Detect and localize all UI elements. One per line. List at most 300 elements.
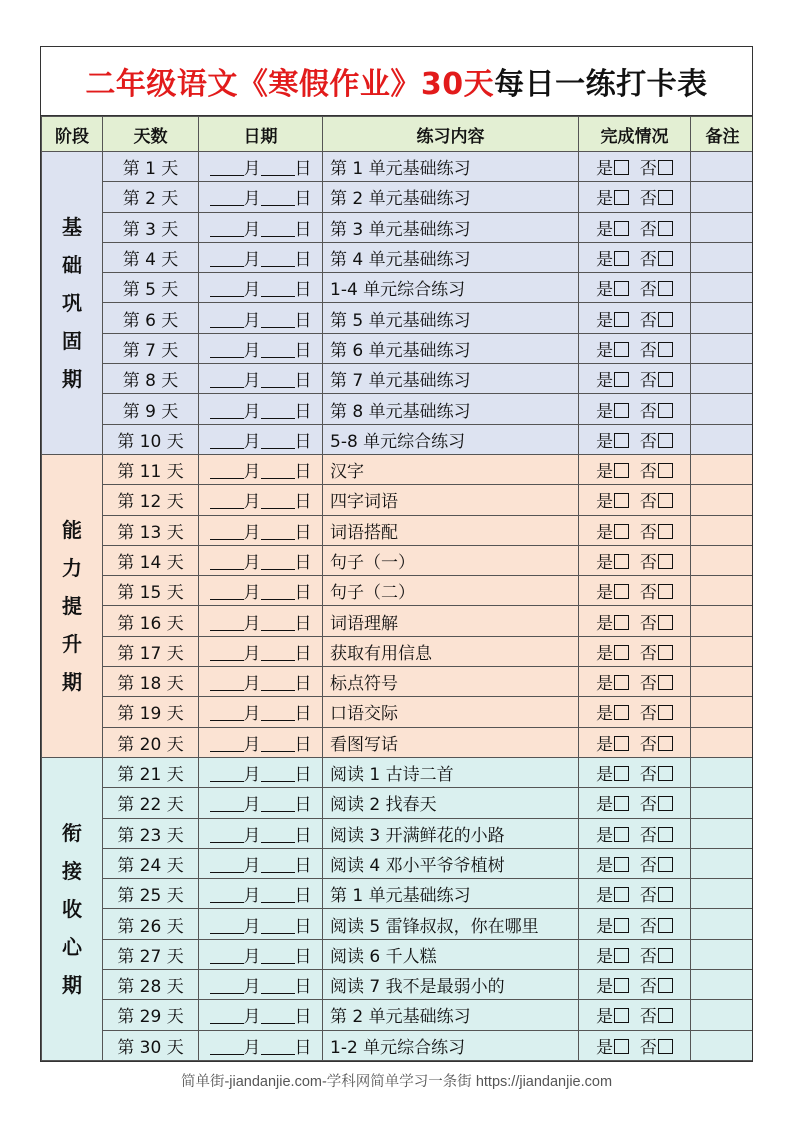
day-blank[interactable] — [261, 797, 295, 812]
date-cell[interactable] — [199, 667, 323, 697]
header-notes: 备注 — [691, 117, 754, 152]
day-blank[interactable] — [261, 161, 295, 176]
day-cell: 第 5 天 — [103, 273, 199, 303]
no-checkbox[interactable] — [658, 584, 673, 599]
stage-label — [42, 757, 103, 1060]
yes-checkbox[interactable] — [614, 433, 629, 448]
no-checkbox[interactable] — [658, 766, 673, 781]
date-cell[interactable] — [199, 182, 323, 212]
notes-cell[interactable] — [691, 515, 754, 545]
no-checkbox[interactable] — [658, 675, 673, 690]
no-label: 否 — [639, 977, 657, 998]
no-checkbox[interactable] — [658, 463, 673, 478]
no-checkbox[interactable] — [658, 251, 673, 266]
no-checkbox[interactable] — [658, 372, 673, 387]
status-cell — [579, 636, 691, 666]
content-cell: 阅读 5 雷锋叔叔，你在哪里 — [323, 909, 579, 939]
day-label: 日 — [294, 159, 312, 180]
table-row — [42, 667, 754, 697]
date-cell[interactable] — [199, 545, 323, 575]
table-body — [42, 152, 754, 1061]
stage-char: 力 — [62, 555, 82, 580]
day-cell: 第 3 天 — [103, 212, 199, 242]
month-blank[interactable] — [210, 282, 244, 297]
month-label: 月 — [243, 1037, 261, 1058]
day-blank[interactable] — [261, 222, 295, 237]
notes-cell[interactable] — [691, 939, 754, 969]
day-cell: 第 6 天 — [103, 303, 199, 333]
day-cell: 第 2 天 — [103, 182, 199, 212]
notes-cell[interactable] — [691, 454, 754, 484]
month-blank[interactable] — [210, 555, 244, 570]
table-row — [42, 303, 754, 333]
stage-char: 提 — [62, 593, 82, 618]
date-cell[interactable] — [199, 1000, 323, 1030]
yes-label: 是 — [596, 310, 614, 331]
no-checkbox[interactable] — [658, 160, 673, 175]
yes-checkbox[interactable] — [614, 524, 629, 539]
content-cell: 看图写话 — [323, 727, 579, 757]
day-cell: 第 17 天 — [103, 636, 199, 666]
day-blank[interactable] — [261, 737, 295, 752]
no-label: 否 — [639, 492, 657, 513]
notes-cell[interactable] — [691, 182, 754, 212]
month-blank[interactable] — [210, 676, 244, 691]
yes-checkbox[interactable] — [614, 554, 629, 569]
day-cell: 第 14 天 — [103, 545, 199, 575]
month-blank[interactable] — [210, 888, 244, 903]
month-blank[interactable] — [210, 858, 244, 873]
notes-cell[interactable] — [691, 545, 754, 575]
no-label: 否 — [639, 553, 657, 573]
month-label: 月 — [243, 583, 261, 604]
table-row — [42, 152, 754, 182]
no-checkbox[interactable] — [658, 887, 673, 902]
content-cell: 第 1 单元基础练习 — [323, 879, 579, 909]
no-label: 否 — [639, 340, 657, 361]
notes-cell[interactable] — [691, 970, 754, 1000]
day-blank[interactable] — [261, 1009, 295, 1024]
day-blank[interactable] — [261, 949, 295, 964]
notes-cell[interactable] — [691, 152, 754, 182]
date-cell[interactable] — [199, 970, 323, 1000]
notes-cell[interactable] — [691, 636, 754, 666]
notes-cell[interactable] — [691, 242, 754, 272]
date-cell[interactable] — [199, 606, 323, 636]
day-blank[interactable] — [261, 494, 295, 509]
day-blank[interactable] — [261, 555, 295, 570]
content-cell: 第 6 单元基础练习 — [323, 333, 579, 363]
yes-label: 是 — [596, 1007, 614, 1028]
month-label: 月 — [243, 674, 261, 695]
yes-checkbox[interactable] — [614, 615, 629, 630]
yes-label: 是 — [596, 613, 614, 634]
month-blank[interactable] — [210, 646, 244, 661]
yes-checkbox[interactable] — [614, 766, 629, 781]
day-cell: 第 21 天 — [103, 757, 199, 787]
no-label: 否 — [639, 825, 657, 846]
table-row — [42, 818, 754, 848]
day-label: 日 — [294, 492, 312, 513]
content-cell: 1-4 单元综合练习 — [323, 273, 579, 303]
no-label: 否 — [639, 916, 657, 937]
content-cell: 第 2 单元基础练习 — [323, 182, 579, 212]
no-label: 否 — [639, 674, 657, 695]
day-blank[interactable] — [261, 888, 295, 903]
status-cell — [579, 667, 691, 697]
month-blank[interactable] — [210, 767, 244, 782]
yes-checkbox[interactable] — [614, 584, 629, 599]
yes-checkbox[interactable] — [614, 675, 629, 690]
status-cell — [579, 212, 691, 242]
yes-label: 是 — [596, 643, 614, 664]
date-cell[interactable] — [199, 939, 323, 969]
notes-cell[interactable] — [691, 697, 754, 727]
date-cell[interactable] — [199, 636, 323, 666]
date-cell[interactable] — [199, 394, 323, 424]
status-cell — [579, 242, 691, 272]
yes-checkbox[interactable] — [614, 978, 629, 993]
day-blank[interactable] — [261, 525, 295, 540]
yes-checkbox[interactable] — [614, 160, 629, 175]
status-cell — [579, 303, 691, 333]
month-blank[interactable] — [210, 222, 244, 237]
day-blank[interactable] — [261, 1040, 295, 1055]
yes-checkbox[interactable] — [614, 342, 629, 357]
month-label: 月 — [243, 159, 261, 180]
stage-char: 能 — [62, 517, 82, 542]
month-blank[interactable] — [210, 797, 244, 812]
status-cell — [579, 727, 691, 757]
notes-cell[interactable] — [691, 303, 754, 333]
yes-checkbox[interactable] — [614, 372, 629, 387]
yes-label: 是 — [596, 371, 614, 392]
status-cell — [579, 970, 691, 1000]
stage-char: 衔 — [62, 820, 82, 845]
content-cell: 阅读 3 开满鲜花的小路 — [323, 818, 579, 848]
yes-checkbox[interactable] — [614, 463, 629, 478]
day-blank[interactable] — [261, 313, 295, 328]
day-cell: 第 16 天 — [103, 606, 199, 636]
day-blank[interactable] — [261, 191, 295, 206]
no-checkbox[interactable] — [658, 433, 673, 448]
month-blank[interactable] — [210, 252, 244, 267]
no-checkbox[interactable] — [658, 736, 673, 751]
no-label: 否 — [639, 462, 657, 483]
yes-checkbox[interactable] — [614, 736, 629, 751]
no-checkbox[interactable] — [658, 857, 673, 872]
day-blank[interactable] — [261, 434, 295, 449]
no-checkbox[interactable] — [658, 978, 673, 993]
status-cell — [579, 1000, 691, 1030]
content-cell: 句子（一） — [323, 545, 579, 575]
yes-checkbox[interactable] — [614, 493, 629, 508]
date-cell[interactable] — [199, 909, 323, 939]
no-checkbox[interactable] — [658, 342, 673, 357]
yes-label: 是 — [596, 946, 614, 967]
no-label: 否 — [639, 310, 657, 331]
day-label: 日 — [294, 219, 312, 240]
day-cell: 第 11 天 — [103, 454, 199, 484]
content-cell: 1-2 单元综合练习 — [323, 1030, 579, 1060]
status-cell — [579, 485, 691, 515]
notes-cell[interactable] — [691, 424, 754, 454]
month-blank[interactable] — [210, 434, 244, 449]
no-checkbox[interactable] — [658, 645, 673, 660]
yes-checkbox[interactable] — [614, 251, 629, 266]
notes-cell[interactable] — [691, 667, 754, 697]
no-checkbox[interactable] — [658, 312, 673, 327]
day-blank[interactable] — [261, 585, 295, 600]
yes-checkbox[interactable] — [614, 403, 629, 418]
month-blank[interactable] — [210, 313, 244, 328]
month-blank[interactable] — [210, 616, 244, 631]
day-label: 日 — [294, 1007, 312, 1028]
day-cell: 第 20 天 — [103, 727, 199, 757]
day-label: 日 — [294, 1037, 312, 1058]
day-blank[interactable] — [261, 373, 295, 388]
notes-cell[interactable] — [691, 273, 754, 303]
no-label: 否 — [639, 371, 657, 392]
date-cell[interactable] — [199, 303, 323, 333]
content-cell: 阅读 4 邓小平爷爷植树 — [323, 848, 579, 878]
month-blank[interactable] — [210, 828, 244, 843]
day-label: 日 — [294, 977, 312, 998]
notes-cell[interactable] — [691, 879, 754, 909]
yes-checkbox[interactable] — [614, 312, 629, 327]
notes-cell[interactable] — [691, 1000, 754, 1030]
yes-checkbox[interactable] — [614, 827, 629, 842]
notes-cell[interactable] — [691, 727, 754, 757]
no-label: 否 — [639, 886, 657, 907]
day-blank[interactable] — [261, 616, 295, 631]
day-cell: 第 13 天 — [103, 515, 199, 545]
day-label: 日 — [294, 886, 312, 907]
content-cell: 阅读 2 找春天 — [323, 788, 579, 818]
no-checkbox[interactable] — [658, 1039, 673, 1054]
month-blank[interactable] — [210, 343, 244, 358]
day-blank[interactable] — [261, 919, 295, 934]
no-checkbox[interactable] — [658, 221, 673, 236]
no-label: 否 — [639, 1037, 657, 1058]
month-blank[interactable] — [210, 1040, 244, 1055]
day-blank[interactable] — [261, 646, 295, 661]
content-cell: 阅读 6 千人糕 — [323, 939, 579, 969]
no-checkbox[interactable] — [658, 403, 673, 418]
no-checkbox[interactable] — [658, 493, 673, 508]
month-blank[interactable] — [210, 404, 244, 419]
yes-label: 是 — [596, 674, 614, 695]
day-label: 日 — [294, 522, 312, 543]
yes-label: 是 — [596, 280, 614, 301]
month-blank[interactable] — [210, 494, 244, 509]
yes-checkbox[interactable] — [614, 705, 629, 720]
yes-checkbox[interactable] — [614, 857, 629, 872]
stage-label — [42, 152, 103, 455]
day-blank[interactable] — [261, 252, 295, 267]
notes-cell[interactable] — [691, 788, 754, 818]
notes-cell[interactable] — [691, 333, 754, 363]
date-cell[interactable] — [199, 757, 323, 787]
stage-char: 接 — [62, 858, 82, 883]
date-cell[interactable] — [199, 576, 323, 606]
table-row — [42, 454, 754, 484]
status-cell — [579, 697, 691, 727]
month-blank[interactable] — [210, 949, 244, 964]
status-cell — [579, 333, 691, 363]
month-blank[interactable] — [210, 919, 244, 934]
yes-checkbox[interactable] — [614, 948, 629, 963]
no-checkbox[interactable] — [658, 827, 673, 842]
date-cell[interactable] — [199, 333, 323, 363]
date-cell[interactable] — [199, 485, 323, 515]
day-blank[interactable] — [261, 979, 295, 994]
no-checkbox[interactable] — [658, 948, 673, 963]
day-blank[interactable] — [261, 828, 295, 843]
month-blank[interactable] — [210, 706, 244, 721]
day-cell: 第 15 天 — [103, 576, 199, 606]
date-cell[interactable] — [199, 818, 323, 848]
notes-cell[interactable] — [691, 848, 754, 878]
month-blank[interactable] — [210, 464, 244, 479]
date-cell[interactable] — [199, 788, 323, 818]
checkin-sheet — [40, 46, 753, 1062]
day-blank[interactable] — [261, 404, 295, 419]
date-cell[interactable] — [199, 364, 323, 394]
no-checkbox[interactable] — [658, 705, 673, 720]
day-label: 日 — [294, 643, 312, 664]
status-cell — [579, 939, 691, 969]
month-blank[interactable] — [210, 737, 244, 752]
date-cell[interactable] — [199, 515, 323, 545]
yes-checkbox[interactable] — [614, 1039, 629, 1054]
status-cell — [579, 576, 691, 606]
notes-cell[interactable] — [691, 212, 754, 242]
date-cell[interactable] — [199, 424, 323, 454]
day-label: 日 — [294, 855, 312, 876]
table-row — [42, 333, 754, 363]
date-cell[interactable] — [199, 697, 323, 727]
yes-label: 是 — [596, 401, 614, 422]
date-cell[interactable] — [199, 454, 323, 484]
notes-cell[interactable] — [691, 818, 754, 848]
no-checkbox[interactable] — [658, 281, 673, 296]
notes-cell[interactable] — [691, 606, 754, 636]
table-row — [42, 727, 754, 757]
no-checkbox[interactable] — [658, 1008, 673, 1023]
month-blank[interactable] — [210, 585, 244, 600]
date-cell[interactable] — [199, 212, 323, 242]
content-cell: 第 5 单元基础练习 — [323, 303, 579, 333]
day-cell: 第 29 天 — [103, 1000, 199, 1030]
status-cell — [579, 909, 691, 939]
no-checkbox[interactable] — [658, 918, 673, 933]
content-cell: 汉字 — [323, 454, 579, 484]
day-label: 日 — [294, 765, 312, 786]
no-checkbox[interactable] — [658, 554, 673, 569]
month-label: 月 — [243, 219, 261, 240]
content-cell: 第 3 单元基础练习 — [323, 212, 579, 242]
day-blank[interactable] — [261, 282, 295, 297]
content-cell: 阅读 1 古诗二首 — [323, 757, 579, 787]
day-label: 日 — [294, 280, 312, 301]
yes-checkbox[interactable] — [614, 281, 629, 296]
table-row — [42, 1030, 754, 1060]
no-checkbox[interactable] — [658, 190, 673, 205]
month-blank[interactable] — [210, 191, 244, 206]
day-cell: 第 23 天 — [103, 818, 199, 848]
day-blank[interactable] — [261, 676, 295, 691]
month-blank[interactable] — [210, 161, 244, 176]
day-blank[interactable] — [261, 858, 295, 873]
yes-checkbox[interactable] — [614, 645, 629, 660]
day-label: 日 — [294, 371, 312, 392]
date-cell[interactable] — [199, 152, 323, 182]
no-checkbox[interactable] — [658, 615, 673, 630]
yes-label: 是 — [596, 431, 614, 452]
page-title — [41, 47, 752, 116]
stage-char: 固 — [62, 328, 82, 353]
notes-cell[interactable] — [691, 576, 754, 606]
day-label: 日 — [294, 946, 312, 967]
month-blank[interactable] — [210, 525, 244, 540]
month-blank[interactable] — [210, 1009, 244, 1024]
day-cell: 第 4 天 — [103, 242, 199, 272]
day-cell: 第 8 天 — [103, 364, 199, 394]
no-checkbox[interactable] — [658, 524, 673, 539]
date-cell[interactable] — [199, 242, 323, 272]
yes-checkbox[interactable] — [614, 796, 629, 811]
month-label: 月 — [243, 340, 261, 361]
notes-cell[interactable] — [691, 1030, 754, 1060]
day-label: 日 — [294, 431, 312, 452]
notes-cell[interactable] — [691, 364, 754, 394]
month-label: 月 — [243, 765, 261, 786]
checkin-table — [41, 116, 753, 1061]
notes-cell[interactable] — [691, 485, 754, 515]
day-blank[interactable] — [261, 343, 295, 358]
notes-cell[interactable] — [691, 909, 754, 939]
day-label: 日 — [294, 734, 312, 755]
yes-checkbox[interactable] — [614, 190, 629, 205]
day-blank[interactable] — [261, 464, 295, 479]
month-label: 月 — [243, 734, 261, 755]
date-cell[interactable] — [199, 848, 323, 878]
date-cell[interactable] — [199, 1030, 323, 1060]
yes-checkbox[interactable] — [614, 1008, 629, 1023]
day-label: 日 — [294, 704, 312, 725]
date-cell[interactable] — [199, 879, 323, 909]
day-label: 日 — [294, 674, 312, 695]
status-cell — [579, 364, 691, 394]
date-cell[interactable] — [199, 273, 323, 303]
notes-cell[interactable] — [691, 757, 754, 787]
month-label: 月 — [243, 522, 261, 543]
day-blank[interactable] — [261, 706, 295, 721]
notes-cell[interactable] — [691, 394, 754, 424]
month-blank[interactable] — [210, 373, 244, 388]
yes-checkbox[interactable] — [614, 887, 629, 902]
day-blank[interactable] — [261, 767, 295, 782]
no-checkbox[interactable] — [658, 796, 673, 811]
table-row — [42, 848, 754, 878]
month-label: 月 — [243, 310, 261, 331]
yes-checkbox[interactable] — [614, 918, 629, 933]
month-blank[interactable] — [210, 979, 244, 994]
yes-checkbox[interactable] — [614, 221, 629, 236]
yes-label: 是 — [596, 462, 614, 483]
date-cell[interactable] — [199, 727, 323, 757]
